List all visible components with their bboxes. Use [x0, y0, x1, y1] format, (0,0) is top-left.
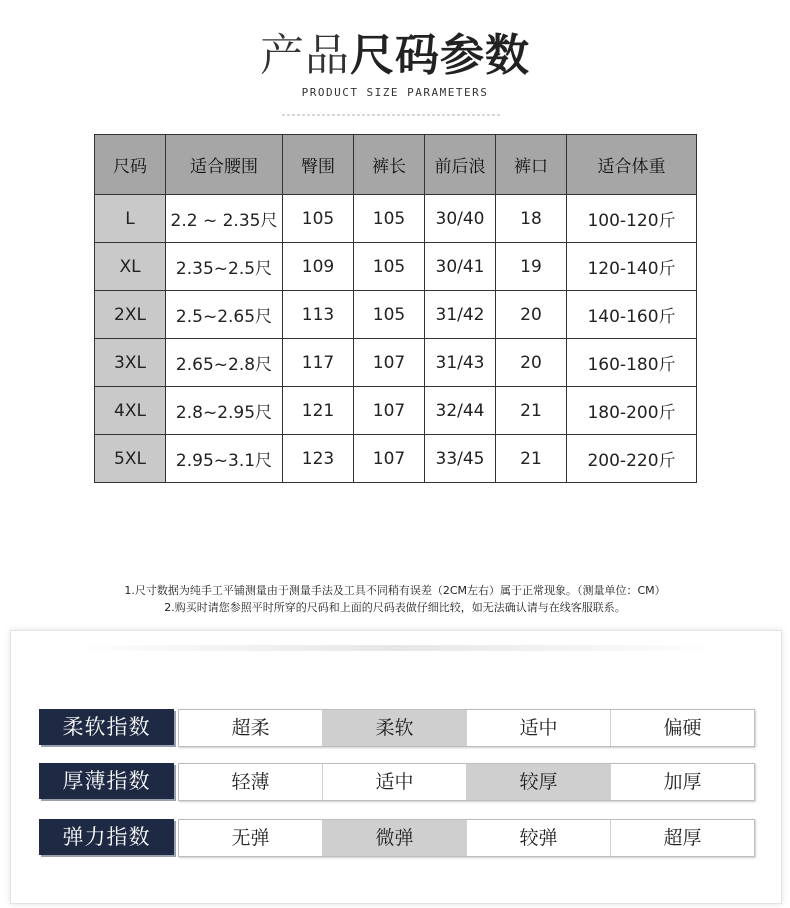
table-cell: 107 [354, 387, 425, 435]
page-subtitle: PRODUCT SIZE PARAMETERS [301, 86, 489, 99]
table-cell: 100-120斤 [567, 195, 697, 243]
divider [282, 114, 502, 116]
index-options [178, 709, 755, 747]
table-cell: 105 [283, 195, 354, 243]
size-table [94, 134, 697, 483]
table-cell: 30/41 [425, 243, 496, 291]
table-cell: 2.35~2.5尺 [166, 243, 283, 291]
table-cell: 2.95~3.1尺 [166, 435, 283, 483]
table-row [95, 339, 697, 387]
table-row [95, 243, 697, 291]
table-cell: 107 [354, 435, 425, 483]
index-option-selected: 微弹 [323, 820, 467, 856]
table-cell: 2.65~2.8尺 [166, 339, 283, 387]
table-cell: 2.8~2.95尺 [166, 387, 283, 435]
index-row-elasticity [39, 817, 755, 857]
header-cell: 裤口 [496, 135, 567, 195]
header-cell: 尺码 [95, 135, 166, 195]
table-cell: 105 [354, 195, 425, 243]
table-cell: 21 [496, 387, 567, 435]
page-title [0, 28, 790, 84]
fabric-index-panel [10, 630, 782, 904]
index-option-selected: 柔软 [323, 710, 467, 746]
table-cell: 20 [496, 339, 567, 387]
size-cell: 4XL [95, 387, 166, 435]
table-cell: 120-140斤 [567, 243, 697, 291]
table-cell: 31/42 [425, 291, 496, 339]
size-cell: 5XL [95, 435, 166, 483]
index-label: 柔软指数 [39, 709, 174, 745]
index-option: 轻薄 [179, 764, 323, 800]
index-option: 偏硬 [611, 710, 754, 746]
index-label: 弹力指数 [39, 819, 174, 855]
index-option: 加厚 [611, 764, 754, 800]
index-option-selected: 较厚 [467, 764, 611, 800]
table-cell: 19 [496, 243, 567, 291]
table-cell: 105 [354, 291, 425, 339]
title-bold: 尺码参数 [350, 30, 530, 81]
table-cell: 140-160斤 [567, 291, 697, 339]
table-cell: 31/43 [425, 339, 496, 387]
note-line: 2.购买时请您参照平时所穿的尺码和上面的尺码表做仔细比较，如无法确认请与在线客服联系。 [164, 601, 626, 614]
index-option: 适中 [467, 710, 611, 746]
panel-divider [71, 645, 721, 651]
table-row [95, 435, 697, 483]
table-cell: 121 [283, 387, 354, 435]
table-cell: 32/44 [425, 387, 496, 435]
index-label: 厚薄指数 [39, 763, 174, 799]
table-row [95, 387, 697, 435]
table-cell: 117 [283, 339, 354, 387]
table-header-row [95, 135, 697, 195]
table-row [95, 195, 697, 243]
header-cell: 裤长 [354, 135, 425, 195]
table-cell: 2.2 ~ 2.35尺 [166, 195, 283, 243]
index-option: 超柔 [179, 710, 323, 746]
table-cell: 18 [496, 195, 567, 243]
table-cell: 21 [496, 435, 567, 483]
size-cell: L [95, 195, 166, 243]
table-cell: 180-200斤 [567, 387, 697, 435]
header-cell: 适合腰围 [166, 135, 283, 195]
table-cell: 30/40 [425, 195, 496, 243]
index-option: 超厚 [611, 820, 754, 856]
measurement-notes [0, 582, 790, 616]
index-option: 无弹 [179, 820, 323, 856]
index-option: 较弹 [467, 820, 611, 856]
index-row-softness [39, 707, 755, 747]
table-cell: 123 [283, 435, 354, 483]
header-cell: 前后浪 [425, 135, 496, 195]
table-cell: 107 [354, 339, 425, 387]
table-cell: 105 [354, 243, 425, 291]
table-cell: 2.5~2.65尺 [166, 291, 283, 339]
index-options [178, 763, 755, 801]
table-cell: 200-220斤 [567, 435, 697, 483]
table-cell: 33/45 [425, 435, 496, 483]
table-cell: 20 [496, 291, 567, 339]
table-cell: 113 [283, 291, 354, 339]
size-cell: 3XL [95, 339, 166, 387]
table-row [95, 291, 697, 339]
index-options [178, 819, 755, 857]
title-light: 产品 [260, 30, 350, 81]
header-cell: 臀围 [283, 135, 354, 195]
index-row-thickness [39, 761, 755, 801]
index-option: 适中 [323, 764, 467, 800]
size-cell: 2XL [95, 291, 166, 339]
size-cell: XL [95, 243, 166, 291]
note-line: 1.尺寸数据为纯手工平铺测量由于测量手法及工具不同稍有误差（2CM左右）属于正常现象。（测量单位：CM） [124, 584, 666, 597]
header-cell: 适合体重 [567, 135, 697, 195]
table-cell: 109 [283, 243, 354, 291]
table-cell: 160-180斤 [567, 339, 697, 387]
